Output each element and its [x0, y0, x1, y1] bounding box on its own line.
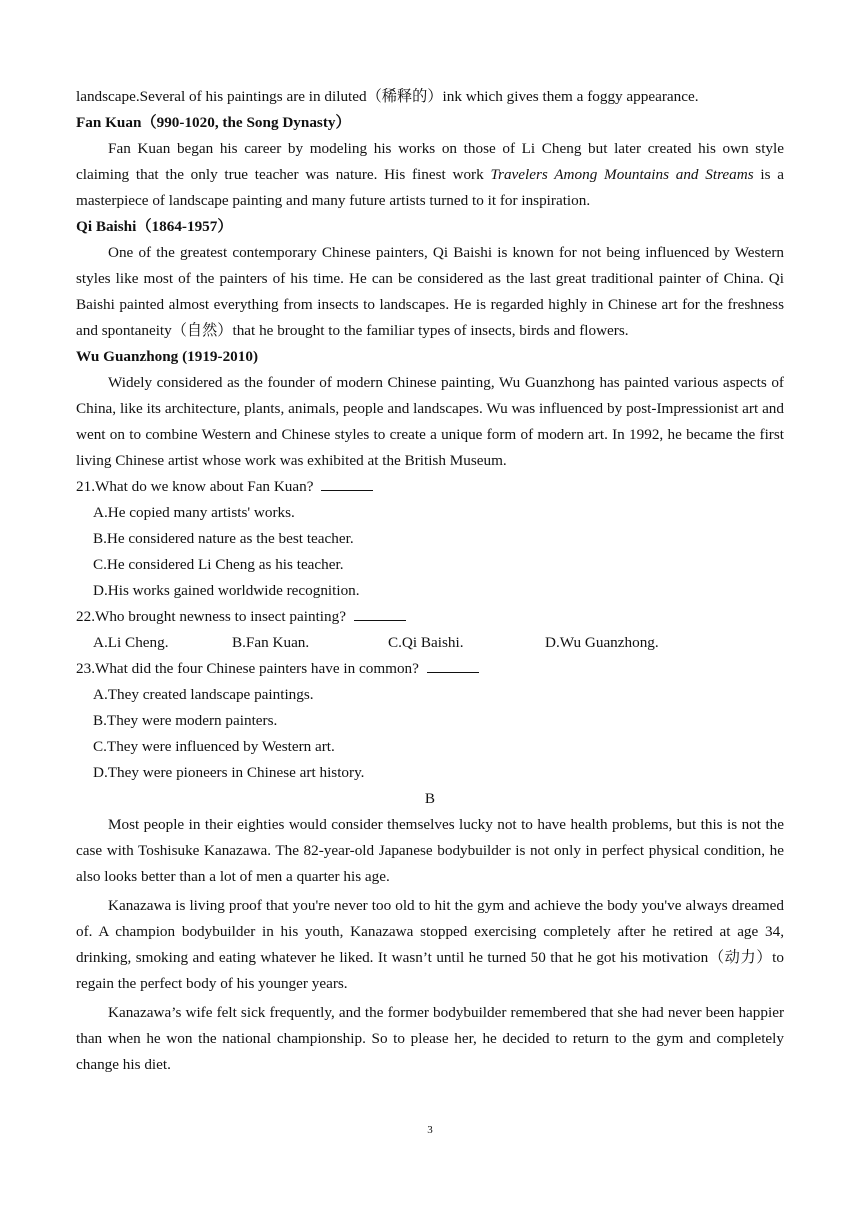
- q23-option-a: A.They created landscape paintings.: [93, 686, 314, 703]
- answer-blank: [321, 476, 373, 491]
- q22-option-d: D.Wu Guanzhong.: [545, 634, 659, 651]
- page-number: 3: [427, 1124, 433, 1136]
- wu-guanzhong-paragraph: Widely considered as the founder of modern Chinese painting, Wu Guanzhong has painted various aspects of China, like its architecture, plants, animals, people and landscapes. Wu was influenced by post-Impressionist art and went on to combine Western and Chinese styles to create a unique form of modern art. In 1992, he became the first living Chinese artist whose work was exhibited at the British Museum.: [76, 374, 784, 469]
- q22-option-c: C.Qi Baishi.: [388, 634, 464, 651]
- answer-blank: [354, 606, 406, 621]
- q22-option-a: A.Li Cheng.: [93, 634, 169, 651]
- answer-blank: [427, 658, 479, 673]
- q21-option-b: B.He considered nature as the best teacher.: [93, 530, 354, 547]
- q21-option-d: D.His works gained worldwide recognition.: [93, 582, 360, 599]
- question-22: [76, 604, 784, 630]
- q21-option-c: C.He considered Li Cheng as his teacher.: [93, 556, 344, 573]
- fan-kuan-heading: Fan Kuan（990-1020, the Song Dynasty）: [76, 114, 351, 131]
- painting-title: Travelers Among Mountains and Streams: [490, 166, 754, 183]
- fan-kuan-text-1: Fan Kuan began his career by modeling his works on those of Li Cheng but later created his own style claiming that the only true teacher was nature. His finest work: [76, 140, 784, 183]
- section-b-label: B: [424, 790, 436, 807]
- passage-b-paragraph-1: Most people in their eighties would consider themselves lucky not to have health problems, but this is not the case with Toshisuke Kanazawa. The 82-year-old Japanese bodybuilder is not only in perfect physical condition, he also looks better than a lot of men a quarter his age.: [76, 816, 784, 885]
- document-page: [76, 84, 784, 1078]
- q21-option-a: A.He copied many artists' works.: [93, 504, 295, 521]
- question-21: [76, 474, 784, 500]
- fan-kuan-text-2: is a masterpiece of landscape painting and many future artists turned to it for inspiration.: [76, 166, 784, 209]
- fan-kuan-paragraph: [76, 136, 784, 214]
- qi-baishi-paragraph: One of the greatest contemporary Chinese painters, Qi Baishi is known for not being influenced by Western styles like most of the painters of his time. He can be considered as the last great traditional painter of China. Qi Baishi painted almost everything from insects to landscapes. He is regarded highly in Chinese art for the freshness and spontaneity（自然）that he brought to the familiar types of insects, birds and flowers.: [76, 244, 784, 339]
- question-21-stem: 21.What do we know about Fan Kuan?: [76, 478, 314, 495]
- passage-b-paragraph-2: Kanazawa is living proof that you're never too old to hit the gym and achieve the body you've always dreamed of. A champion bodybuilder in his youth, Kanazawa stopped exercising completely after he retired at age 34, drinking, smoking and eating whatever he liked. It wasn’t until he turned 50 that he got his motivation（动力）to regain the perfect body of his younger years.: [76, 897, 784, 992]
- q22-option-b: B.Fan Kuan.: [232, 634, 310, 651]
- qi-baishi-heading: Qi Baishi（1864-1957）: [76, 218, 233, 235]
- passage-b-paragraph-3: Kanazawa’s wife felt sick frequently, and the former bodybuilder remembered that she had never been happier than when he won the national championship. So to please her, he decided to return to the gym and completely change his diet.: [76, 1004, 784, 1073]
- question-23-stem: 23.What did the four Chinese painters have in common?: [76, 660, 419, 677]
- q23-option-d: D.They were pioneers in Chinese art history.: [93, 764, 365, 781]
- question-22-stem: 22.Who brought newness to insect painting?: [76, 608, 346, 625]
- q22-options: [76, 630, 784, 656]
- passage-a-intro-tail: landscape.Several of his paintings are in diluted（稀释的）ink which gives them a foggy appearance.: [76, 88, 699, 105]
- wu-guanzhong-heading: Wu Guanzhong (1919-2010): [76, 348, 258, 365]
- question-23: [76, 656, 784, 682]
- q23-option-b: B.They were modern painters.: [93, 712, 278, 729]
- q23-option-c: C.They were influenced by Western art.: [93, 738, 335, 755]
